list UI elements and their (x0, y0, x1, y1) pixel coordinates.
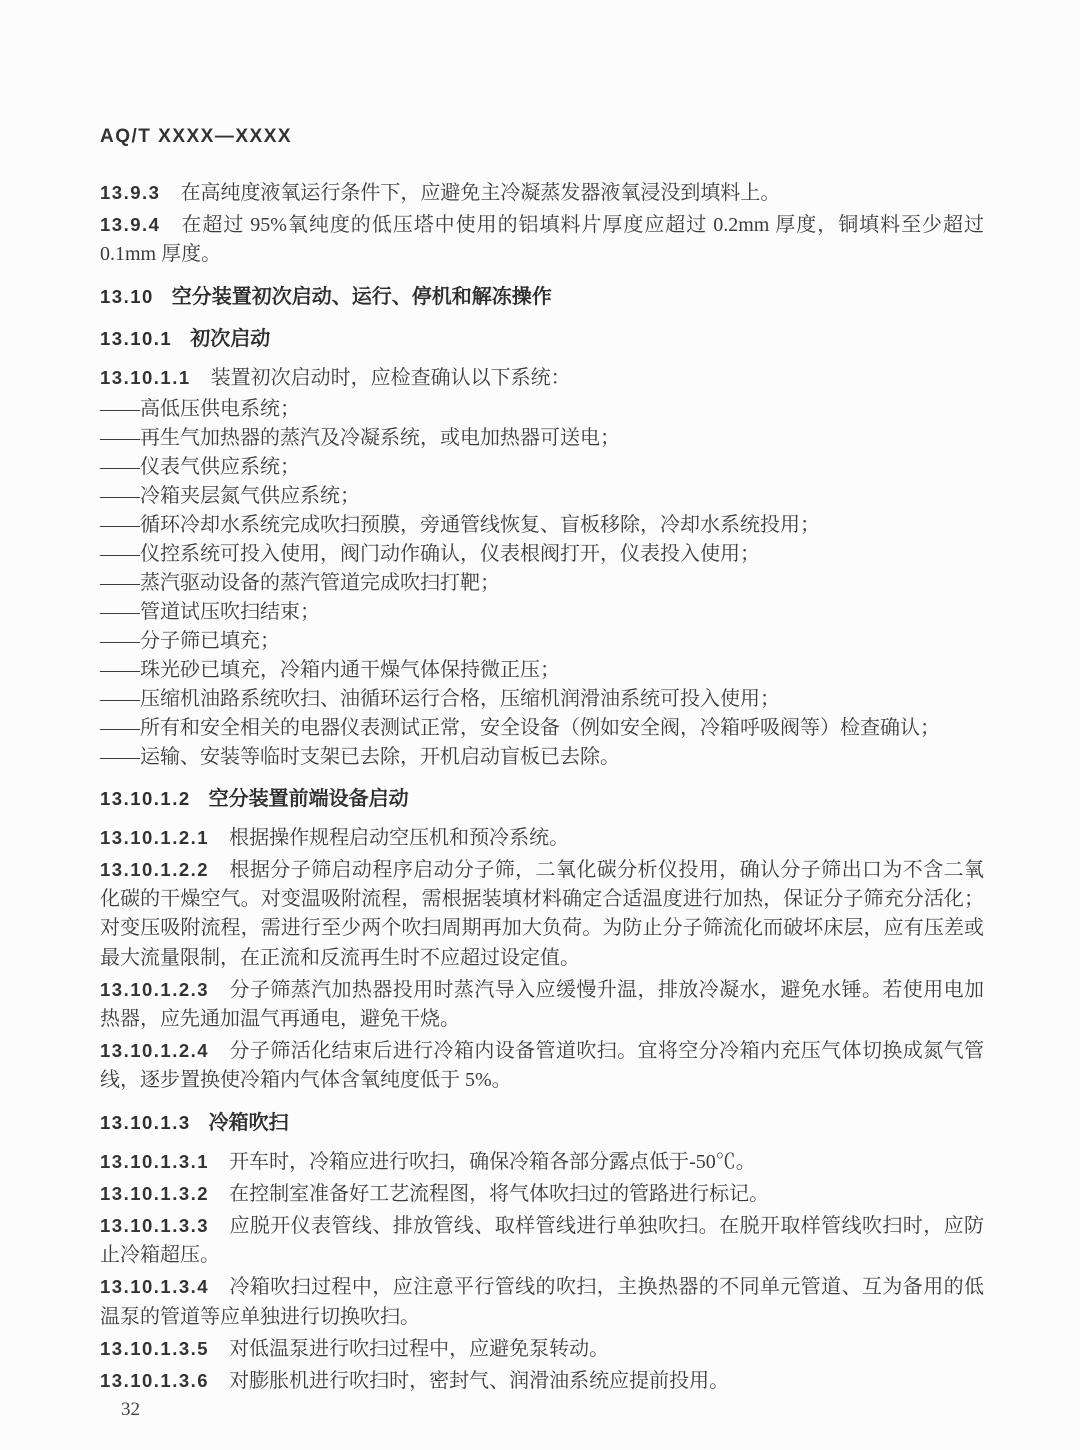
document-body (100, 176, 984, 1398)
clause-number: 13.10.1 (100, 327, 173, 349)
clause-text: 冷箱吹扫过程中，应注意平行管线的吹扫，主换热器的不同单元管道、互为备用的低温泵的管道等应单独进行切换吹扫。 (100, 1276, 984, 1328)
clause-paragraph (100, 1147, 984, 1177)
page-number: 32 (121, 1399, 140, 1420)
clause-number: 13.9.3 (100, 182, 161, 203)
clause-paragraph (100, 855, 984, 973)
clause-number: 13.10.1.3.3 (100, 1215, 210, 1237)
clause-text: 对低温泵进行吹扫过程中，应避免泵转动。 (229, 1337, 610, 1360)
clause-number: 13.10.1.3.6 (100, 1370, 210, 1392)
clause-text: 根据分子筛启动程序启动分子筛，二氧化碳分析仪投用，确认分子筛出口为不含二氧化碳的干燥空气。对变温吸附流程，需根据装填材料确定合适温度进行加热，保证分子筛充分活化；对变压吸附流程，需进行至少两个吹扫周期再加大负荷。为防止分子筛流化而破坏床层，应有压差或最大流量限制，在正流和反流再生时不应超过设定值。 (100, 859, 984, 969)
clause-paragraph (100, 1272, 984, 1331)
clause-text: ——珠光砂已填充，冷箱内通干燥气体保持微正压； (100, 658, 560, 681)
clause-paragraph (100, 1334, 984, 1364)
clause-text: ——冷箱夹层氮气供应系统； (100, 484, 360, 507)
clause-paragraph (100, 975, 984, 1034)
clause-number: 13.10.1.3.1 (100, 1150, 210, 1172)
clause-paragraph (100, 1036, 984, 1095)
clause-text: ——压缩机油路系统吹扫、油循环运行合格，压缩机润滑油系统可投入使用； (100, 687, 780, 710)
dash-list-item (100, 395, 984, 424)
section-heading (100, 784, 984, 814)
clause-text: ——运输、安装等临时支架已去除，开机启动盲板已去除。 (100, 745, 620, 768)
heading-text: 空分装置初次启动、运行、停机和解冻操作 (171, 285, 552, 308)
dash-list-item (100, 453, 984, 482)
dash-list-item (100, 482, 984, 511)
clause-text: 在控制室准备好工艺流程图，将气体吹扫过的管路进行标记。 (229, 1182, 770, 1205)
clause-number: 13.10.1.1 (100, 366, 191, 388)
dash-list-item (100, 511, 984, 540)
clause-text: 在高纯度液氧运行条件下，应避免主冷凝蒸发器液氧浸没到填料上。 (180, 182, 781, 204)
clause-number: 13.10.1.2 (100, 787, 191, 809)
section-heading (100, 1108, 984, 1138)
section-heading (100, 282, 984, 312)
clause-text: ——高低压供电系统； (100, 397, 300, 420)
clause-number: 13.9.4 (100, 214, 161, 236)
document-header: AQ/T XXXX—XXXX (100, 126, 293, 147)
clause-text: ——仪表气供应系统； (100, 455, 300, 478)
section-heading (100, 324, 984, 354)
dash-list-item (100, 569, 984, 598)
dash-list-item (100, 656, 984, 685)
clause-number: 13.10.1.2.1 (100, 826, 210, 848)
clause-text: 装置初次启动时，应检查确认以下系统： (210, 366, 571, 389)
clause-number: 13.10 (100, 285, 154, 307)
clause-text: 根据操作规程启动空压机和预冷系统。 (229, 826, 570, 849)
clause-text: ——循环冷却水系统完成吹扫预膜，旁通管线恢复、盲板移除，冷却水系统投用； (100, 513, 820, 536)
clause-text: 应脱开仪表管线、排放管线、取样管线进行单独吹扫。在脱开取样管线吹扫时，应防止冷箱超压。 (100, 1215, 984, 1267)
dash-list-item (100, 685, 984, 714)
clause-text: 开车时，冷箱应进行吹扫，确保冷箱各部分露点低于-50℃。 (229, 1150, 756, 1173)
dash-list-item (100, 540, 984, 569)
clause-text: 分子筛蒸汽加热器投用时蒸汽导入应缓慢升温，排放冷凝水，避免水锤。若使用电加热器，应先通加温气再通电，避免干烧。 (100, 978, 984, 1031)
clause-text: ——蒸汽驱动设备的蒸汽管道完成吹扫打靶； (100, 571, 500, 594)
dash-list-item (100, 743, 984, 772)
clause-number: 13.10.1.2.4 (100, 1040, 210, 1062)
clause-paragraph (100, 1179, 984, 1209)
clause-number: 13.10.1.3.5 (100, 1337, 210, 1359)
clause-number: 13.10.1.2.3 (100, 978, 210, 1000)
clause-paragraph (100, 823, 984, 853)
clause-text: ——所有和安全相关的电器仪表测试正常，安全设备（例如安全阀，冷箱呼吸阀等）检查确认； (100, 716, 940, 739)
clause-text: 分子筛活化结束后进行冷箱内设备管道吹扫。宜将空分冷箱内充压气体切换成氮气管线，逐步置换使冷箱内气体含氧纯度低于 5%。 (100, 1040, 984, 1092)
dash-list-item (100, 627, 984, 656)
clause-text: ——仪控系统可投入使用，阀门动作确认，仪表根阀打开，仪表投入使用； (100, 542, 760, 565)
clause-number: 13.10.1.3 (100, 1111, 191, 1133)
dash-list-item (100, 714, 984, 743)
heading-text: 初次启动 (190, 327, 271, 350)
clause-paragraph (100, 1211, 984, 1270)
clause-paragraph (100, 363, 984, 393)
clause-number: 13.10.1.2.2 (100, 859, 210, 881)
clause-paragraph (100, 210, 984, 269)
clause-number: 13.10.1.3.4 (100, 1276, 210, 1298)
clause-text: ——管道试压吹扫结束； (100, 600, 320, 623)
clause-text: ——分子筛已填充； (100, 629, 280, 652)
dash-list-item (100, 598, 984, 627)
clause-text: ——再生气加热器的蒸汽及冷凝系统，或电加热器可送电； (100, 426, 620, 449)
dash-list-item (100, 424, 984, 453)
clause-number: 13.10.1.3.2 (100, 1182, 210, 1204)
heading-text: 冷箱吹扫 (208, 1111, 289, 1134)
clause-paragraph (100, 1366, 984, 1396)
clause-text: 对膨胀机进行吹扫时，密封气、润滑油系统应提前投用。 (229, 1370, 730, 1393)
heading-text: 空分装置前端设备启动 (208, 787, 409, 810)
clause-text: 在超过 95%氧纯度的低压塔中使用的铝填料片厚度应超过 0.2mm 厚度，铜填料至少超过 0.1mm 厚度。 (100, 214, 984, 266)
clause-paragraph (100, 178, 984, 208)
